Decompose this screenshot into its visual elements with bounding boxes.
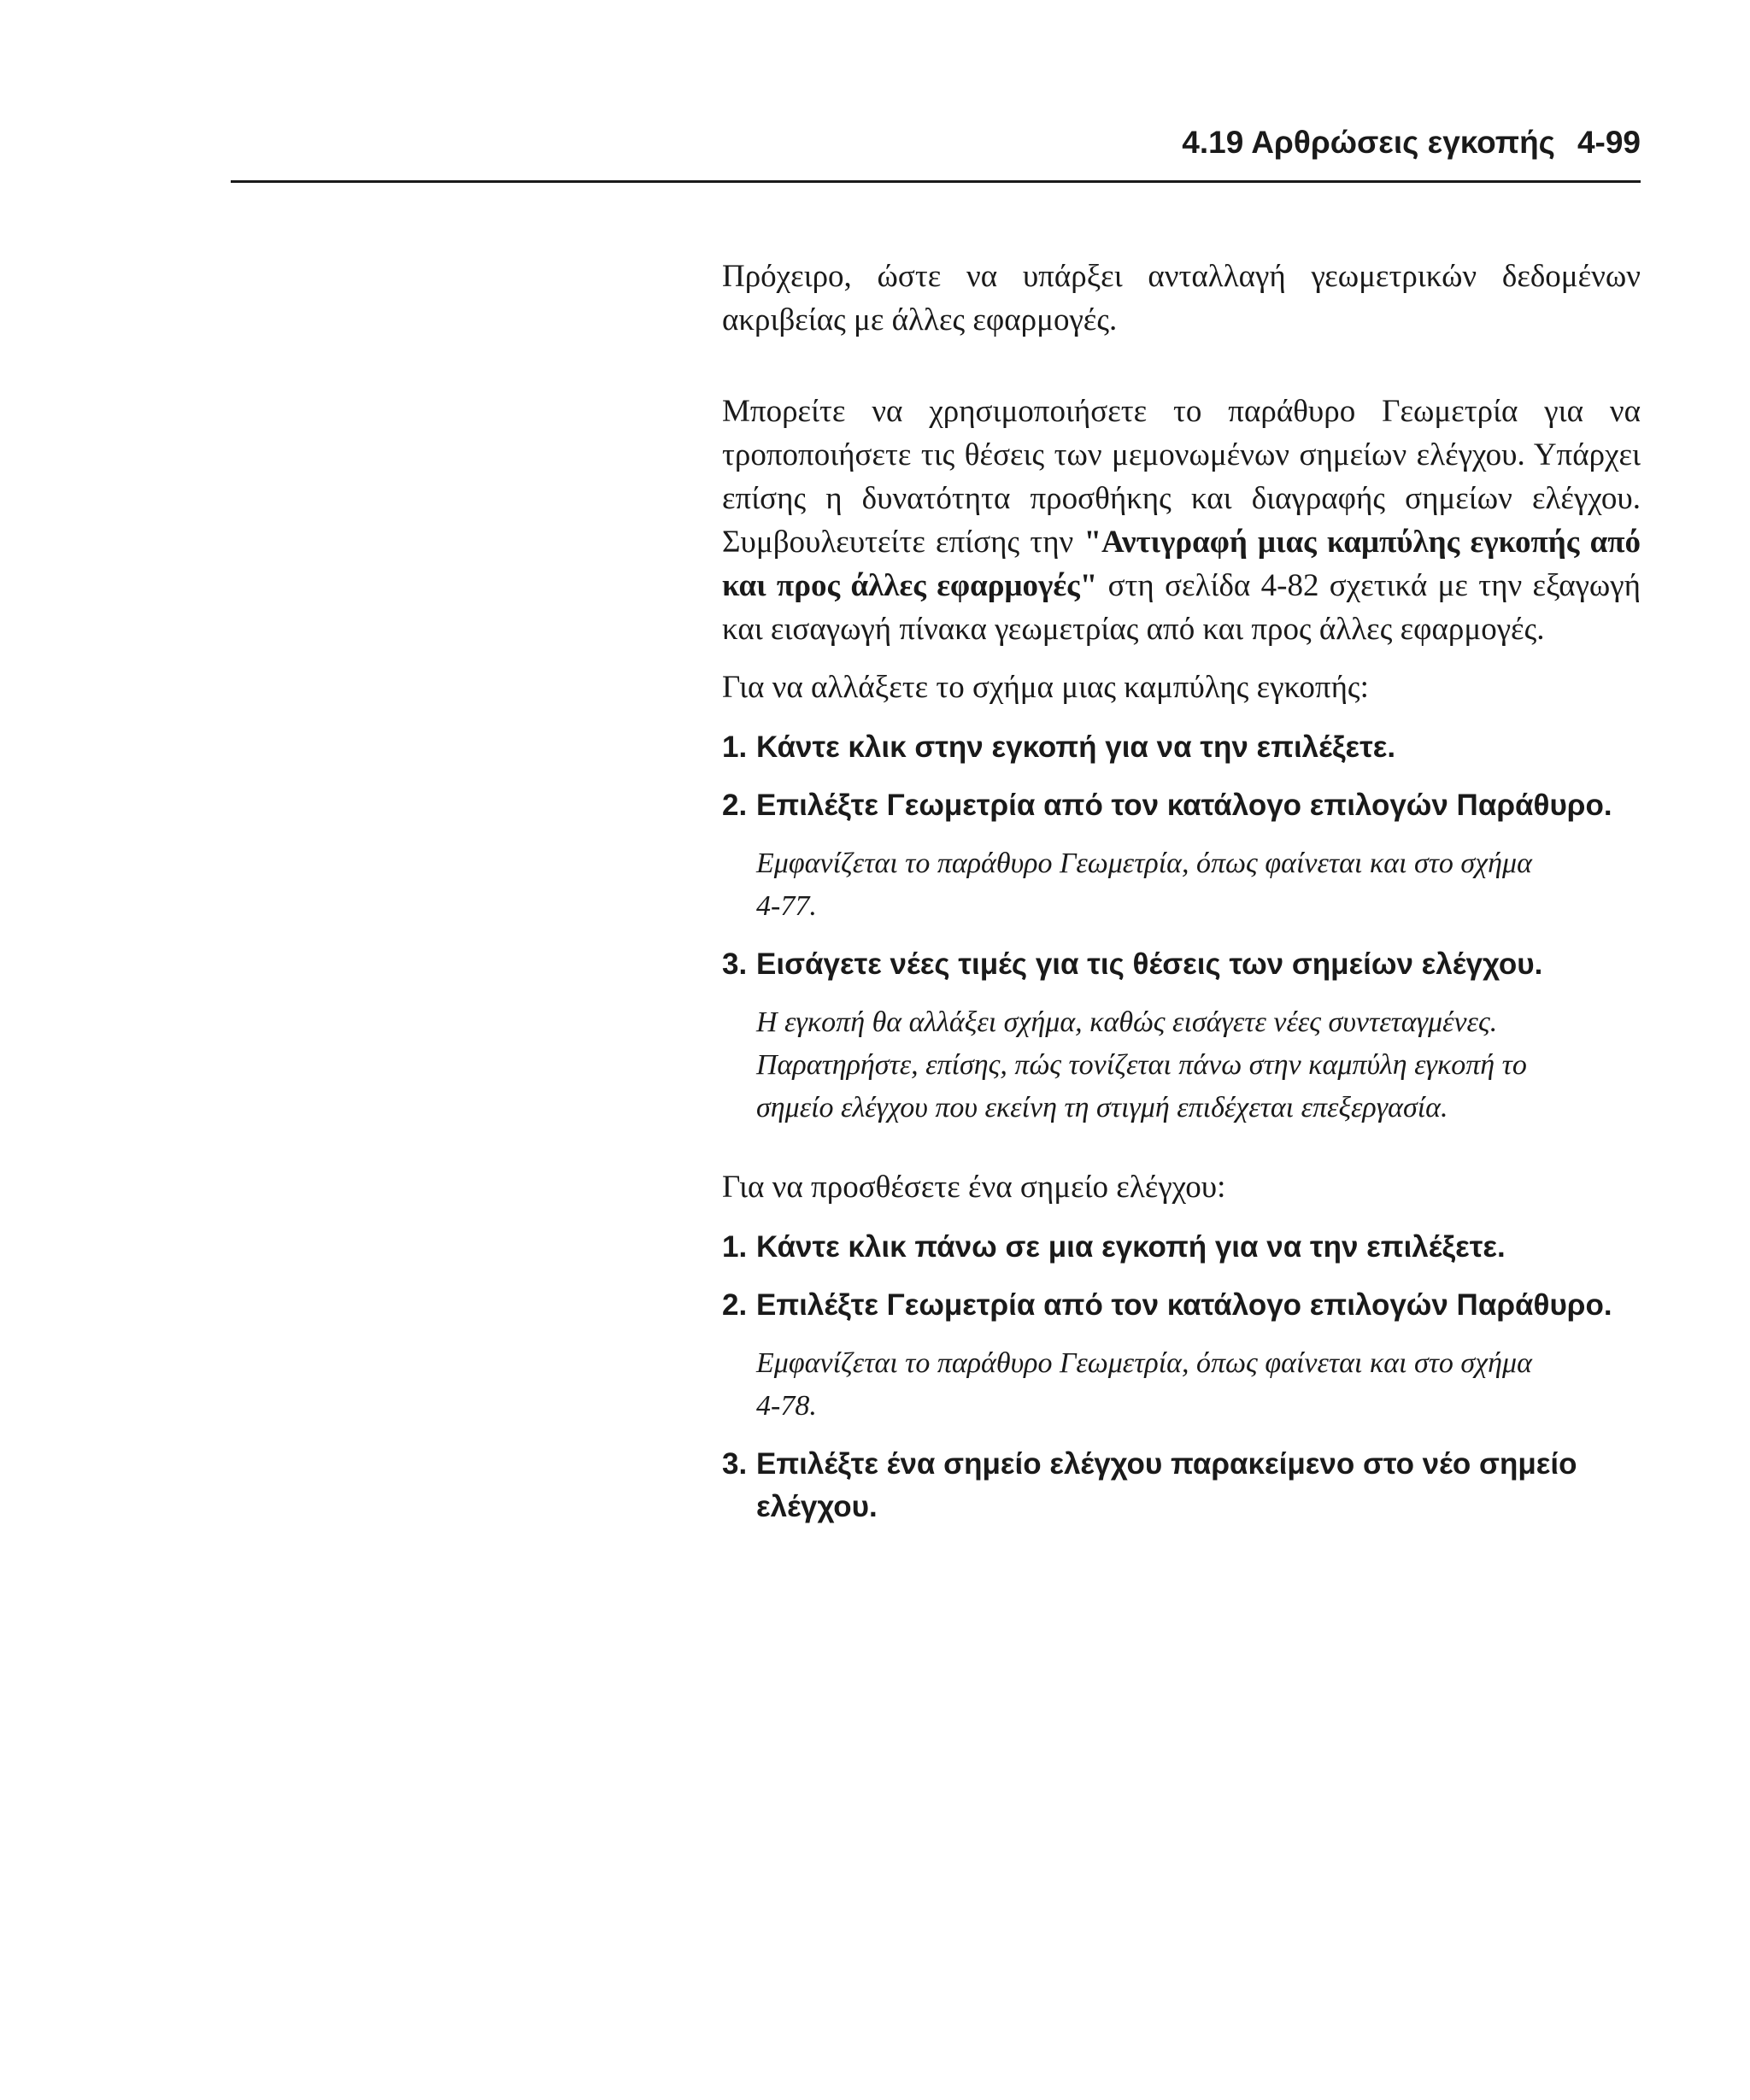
procedure-intro-add-point: Για να προσθέσετε ένα σημείο ελέγχου: (722, 1170, 1226, 1205)
step-item (722, 943, 1641, 986)
paragraph-text: Μπορείτε να χρησιμοποιήσετε το παράθυρο Γεωμετρία για να τροποποιήσετε τις θέσεις των μεμονωμένων σημείων ελέγχου. Υπάρχει επίσης η δυνατότητα προσθήκης και διαγραφής σημείων ελέγχου. Συμβουλευτείτε επίσης την (722, 394, 1641, 560)
step-number: 1. (722, 730, 748, 764)
step-note: Εμφανίζεται το παράθυρο Γεωμετρία, όπως φαίνεται και στο σχήμα 4-78. (756, 1347, 1532, 1422)
step-number: 2. (722, 789, 748, 822)
step-text: Εισάγετε νέες τιμές για τις θέσεις των σημείων ελέγχου. (756, 947, 1543, 981)
step-text: Επιλέξτε ένα σημείο ελέγχου παρακείμενο στο νέο σημείο ελέγχου. (756, 1447, 1577, 1523)
step-text: Κάντε κλικ πάνω σε μια εγκοπή για να την επιλέξετε. (756, 1230, 1506, 1264)
step-number: 1. (722, 1230, 748, 1264)
paragraph-text: στη σελίδα 4-82 σχετικά με την εξαγωγή και εισαγωγή πίνακα γεωμετρίας από και προς άλλες εφαρμογές. (722, 568, 1641, 647)
step-item (722, 1284, 1641, 1327)
paragraph-geometry-window (722, 390, 1641, 651)
step-item (722, 726, 1641, 769)
cross-reference-link[interactable]: "Αντιγραφή μιας καμπύλης εγκοπής από και προς άλλες εφαρμογές" (722, 525, 1641, 603)
step-text: Κάντε κλικ στην εγκοπή για να την επιλέξετε. (756, 730, 1396, 764)
header-rule (231, 180, 1641, 183)
step-number: 3. (722, 947, 748, 981)
main-content (722, 255, 1641, 1544)
step-note: Η εγκοπή θα αλλάξει σχήμα, καθώς εισάγετε νέες συντεταγμένες. Παρατηρήστε, επίσης, πώς τονίζεται πάνω στην καμπύλη εγκοπή το σημείο ελέγχου που εκείνη τη στιγμή επιδέχεται επεξεργασία. (756, 1006, 1527, 1123)
step-number: 2. (722, 1288, 748, 1322)
procedure-intro-change-shape: Για να αλλάξετε το σχήμα μιας καμπύλης εγκοπής: (722, 670, 1369, 705)
step-number: 3. (722, 1447, 748, 1481)
running-header (231, 122, 1641, 163)
section-title: 4.19 Αρθρώσεις εγκοπής (1182, 125, 1555, 160)
step-text: Επιλέξτε Γεωμετρία από τον κατάλογο επιλογών Παράθυρο. (756, 789, 1612, 822)
page-number: 4-99 (1577, 125, 1641, 160)
step-item (722, 784, 1641, 827)
step-item (722, 1443, 1641, 1528)
step-text: Επιλέξτε Γεωμετρία από τον κατάλογο επιλογών Παράθυρο. (756, 1288, 1612, 1322)
step-item (722, 1226, 1641, 1269)
step-note: Εμφανίζεται το παράθυρο Γεωμετρία, όπως φαίνεται και στο σχήμα 4-77. (756, 848, 1532, 922)
paragraph-clipboard: Πρόχειρο, ώστε να υπάρξει ανταλλαγή γεωμετρικών δεδομένων ακριβείας με άλλες εφαρμογές. (722, 259, 1641, 337)
